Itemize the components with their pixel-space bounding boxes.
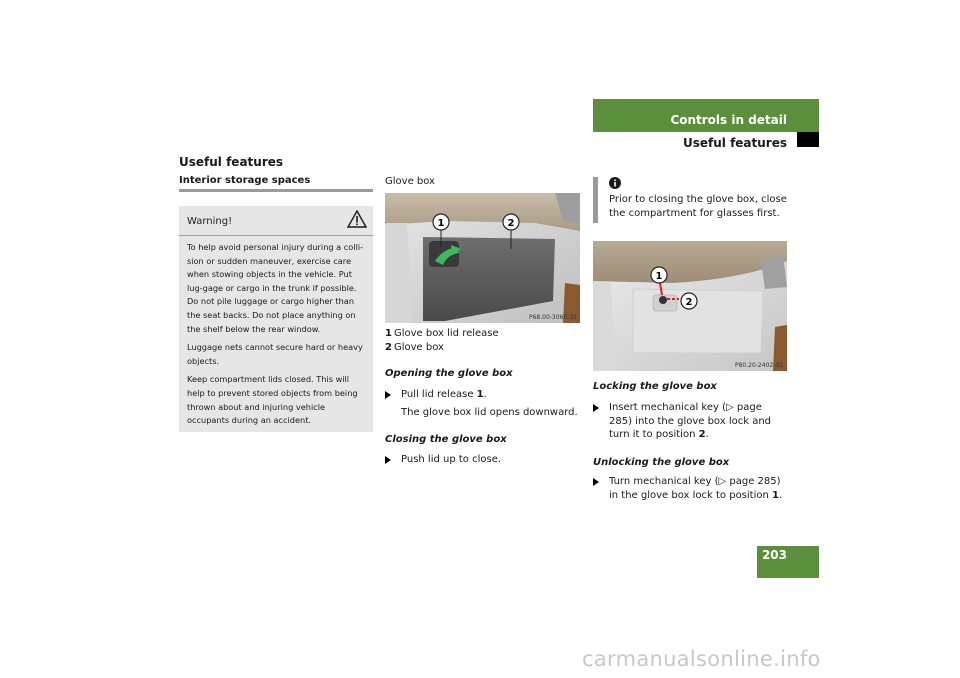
- page-title: Useful features: [179, 155, 284, 169]
- instruction-step: Insert mechanical key (▷ page 285) into the glove box lock and turn it to position 2.: [593, 401, 787, 443]
- note-text: Prior to closing the glove box, close the compartment for glasses first.: [609, 194, 787, 219]
- legend-item: 1 Glove box lid release: [385, 328, 499, 339]
- interior-storage-heading: Interior storage spaces: [179, 175, 311, 186]
- warning-triangle-icon: [347, 210, 367, 228]
- figure-legend: [385, 327, 499, 354]
- warning-paragraph: To help avoid personal injury during a colli-sion or sudden maneuver, exercise care when stowing objects in the vehicle. Put lug-gage or cargo in the trunk if possible. Do not pile luggage or cargo higher than the seat backs. Do not place anything on the shelf below the rear window.: [187, 242, 364, 334]
- warning-divider: [179, 235, 373, 236]
- arrow-bullet-icon: [385, 456, 391, 464]
- warning-text: [187, 241, 369, 433]
- instruction-step: Turn mechanical key (▷ page 285) in the glove box lock to position 1.: [593, 475, 787, 503]
- legend-item: 2 Glove box: [385, 341, 444, 353]
- figure-marker: 2: [507, 218, 515, 229]
- locking-heading: Locking the glove box: [593, 381, 717, 392]
- arrow-bullet-icon: [593, 478, 599, 486]
- info-icon: [609, 177, 621, 189]
- figure-marker: 1: [655, 271, 663, 282]
- arrow-bullet-icon: [385, 391, 391, 399]
- figure-marker: 2: [685, 297, 693, 308]
- chapter-title: Controls in detail: [670, 113, 787, 127]
- glove-box-lock-figure: [593, 241, 787, 371]
- heading-divider: [179, 189, 373, 192]
- glove-box-figure: [385, 193, 580, 323]
- instruction-step: Pull lid release 1.: [385, 388, 580, 402]
- note-bar: [593, 177, 598, 223]
- section-title-header: Useful features: [682, 136, 787, 150]
- arrow-bullet-icon: [593, 404, 599, 412]
- figure-code: P68.00-3060-31: [528, 314, 577, 321]
- warning-paragraph: Keep compartment lids closed. This will help to prevent stored objects from being thrown about and injuring vehicle occupants during an accident.: [187, 374, 358, 426]
- opening-heading: Opening the glove box: [385, 368, 513, 379]
- instruction-step: Push lid up to close.: [385, 453, 580, 467]
- closing-heading: Closing the glove box: [385, 434, 507, 445]
- figure-marker: 1: [437, 218, 445, 229]
- header-tab-marker: [797, 132, 819, 147]
- page-number: 203: [761, 548, 787, 562]
- glove-box-heading: Glove box: [385, 176, 435, 187]
- watermark: carmanualsonline.info: [582, 647, 821, 671]
- figure-code: P80.20-2402-31: [734, 362, 783, 369]
- unlocking-heading: Unlocking the glove box: [593, 457, 730, 468]
- step-result: The glove box lid opens downward.: [401, 407, 578, 418]
- warning-paragraph: Luggage nets cannot secure hard or heavy objects.: [187, 342, 363, 366]
- warning-title: Warning!: [187, 216, 233, 227]
